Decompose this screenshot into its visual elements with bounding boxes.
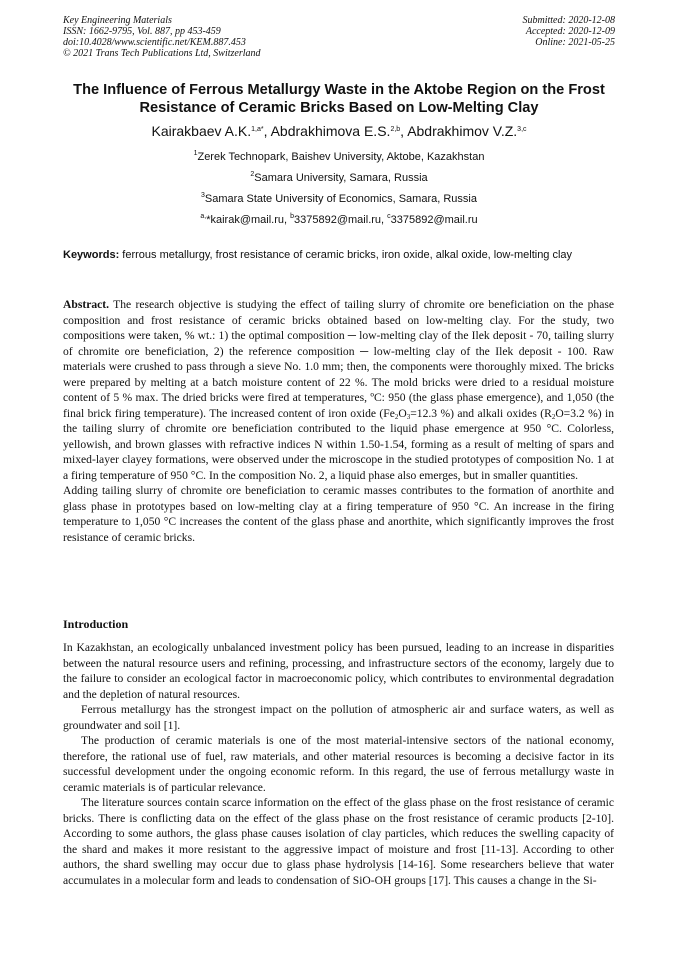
keywords xyxy=(63,249,614,262)
affiliation-1: $^1$Zerek Technopark, Baishev University, Aktobe, Kazakhstan xyxy=(193,150,485,163)
abstract-label: Abstract. xyxy=(63,298,110,311)
paper-title: The Influence of Ferrous Metallurgy Waste in the Aktobe Region on the Frost Resistance of Ceramic Bricks Based on Low-Melting Clay xyxy=(73,82,605,116)
journal-issn: ISSN: 1662-9795, Vol. 887, pp 453-459 xyxy=(63,26,221,37)
author-1-sup: 1,a* xyxy=(251,126,264,133)
affiliation-3: $^3$Samara State University of Economics, Samara, Russia xyxy=(201,192,477,205)
journal-doi: doi:10.4028/www.scientific.net/KEM.887.453 xyxy=(63,37,246,48)
intro-paragraph-2: Ferrous metallurgy has the strongest impact on the pollution of atmospheric air and surface waters, as well as groundwater and soil [1]. xyxy=(63,703,614,732)
email-a: *kairak@mail.ru, xyxy=(206,214,291,226)
author-emails: $^{a,}$*kairak@mail.ru, $^b$3375892@mail.ru, $^c$3375892@mail.ru xyxy=(200,213,478,226)
abstract xyxy=(63,297,614,545)
author-2-sup: 2,b xyxy=(390,126,401,133)
introduction-body xyxy=(63,640,614,888)
affiliation-2: $^2$Samara University, Samara, Russia xyxy=(250,171,428,184)
abstract-paragraph-2: Adding tailing slurry of chromite ore beneficiation to ceramic masses contributes to the formation of anorthite and glass phase in prototypes based on low-melting clay at a firing temperature of 950 °C. An increase in the firing temperature to 1,050 °C increases the content of the glass phase and anorthite, which significantly improves the frost resistance of ceramic bricks. xyxy=(63,484,614,544)
author-2: Abdrakhimova E.S. xyxy=(270,123,391,139)
email-b: 3375892@mail.ru, xyxy=(294,214,388,226)
journal-name: Key Engineering Materials xyxy=(63,15,172,26)
keywords-label: Keywords: xyxy=(63,249,120,261)
intro-paragraph-1: In Kazakhstan, an ecologically unbalanced investment policy has been pursued, leading to an increase in disparities between the natural resource users and refining, processing, and infrastructure sectors of the economy, largely due to the failure to consider an ecological factor in macroeconomic policy, which contributes to environmental degradation and the depletion of natural resources. xyxy=(63,641,614,701)
journal-header xyxy=(63,15,261,59)
intro-paragraph-4: The literature sources contain scarce information on the effect of the glass phase on the frost resistance of ceramic bricks. There is conflicting data on the effect of the glass phase on the frost resistance of ceramic products [2-10]. According to some authors, the glass phase causes isolation of clay particles, which reduces the swelling capacity of the shard and makes it more resistant to the aggressive impact of moisture and frost [11-13]. According to other authors, the shard swelling may occur due to glass phase hydrolysis [14-16]. Some researchers believe that water accumulates in a molecular form and leads to condensation of SiO-OH groups [17]. This causes a change in the Si- xyxy=(63,796,614,887)
intro-paragraph-3: The production of ceramic materials is one of the most material-intensive sectors of the national economy, therefore, the rational use of fuel, raw materials, and other material resources is becoming a decisive factor in its successful development under the ongoing economic reform. In this regard, the use of ferrous metallurgy waste in ceramic materials is of particular relevance. xyxy=(63,734,614,794)
publication-dates xyxy=(523,15,616,48)
author-list: Kairakbaev A.K.$^{1,a*}$, Abdrakhimova E.S.$^{2,b}$, Abdrakhimov V.Z.$^{3,c}$ xyxy=(151,123,527,139)
submitted-date: Submitted: 2020-12-08 xyxy=(522,15,615,26)
abstract-paragraph-1: Abstract. The research objective is studying the effect of tailing slurry of chromite ore beneficiation on the phase composition and frost resistance of ceramic bricks obtained based on low-melting clay. For the study, two compositions were taken, % wt.: 1) the optimal composition ─ low-melting clay of the Ilek deposit - 70, tailing slurry of chromite ore beneficiation, 2) the reference composition ─ low-melting clay of the Ilek deposit - 100. Raw materials were crushed to pass through a sieve No. 1.0 mm; then, the components were thoroughly mixed. The bricks were prepared by melting at a batch moisture content of 22 %. The mold bricks were dried to a residual moisture content of 5 % max. The dried bricks were fired at temperatures, ºC: 950 (the glass phase emergence), and 1,050 (the final brick firing temperature). The increased content of iron oxide ($Fe_2O_3=12.3$ %) and alkali oxides ($R_2O=3.2$ %) in the tailing slurry of chromite ore beneficiation contributed to the liquid phase emergence at 950 °C. Colorless, yellowish, and brown glasses with refractive indices N within 1.50-1.54, forming as a result of melting of spars and mixed-layer clayey formations, were observed under the microscope in the studied prototypes of composition No. 1 at a firing temperature of 950 °C. In the composition No. 2, a liquid phase also emerges, but in smaller quantities. xyxy=(63,298,614,482)
author-3: Abdrakhimov V.Z. xyxy=(407,123,518,139)
journal-copyright: © 2021 Trans Tech Publications Ltd, Switzerland xyxy=(63,48,261,59)
online-date: Online: 2021-05-25 xyxy=(535,37,615,48)
keywords-text: ferrous metallurgy, frost resistance of ceramic bricks, iron oxide, alkal oxide, low-melting clay xyxy=(119,249,573,261)
accepted-date: Accepted: 2020-12-09 xyxy=(525,26,615,37)
author-1: Kairakbaev A.K. xyxy=(151,123,252,139)
email-c: 3375892@mail.ru xyxy=(390,214,478,226)
section-heading-introduction: Introduction xyxy=(63,617,129,631)
author-3-sup: 3,c xyxy=(517,126,527,133)
